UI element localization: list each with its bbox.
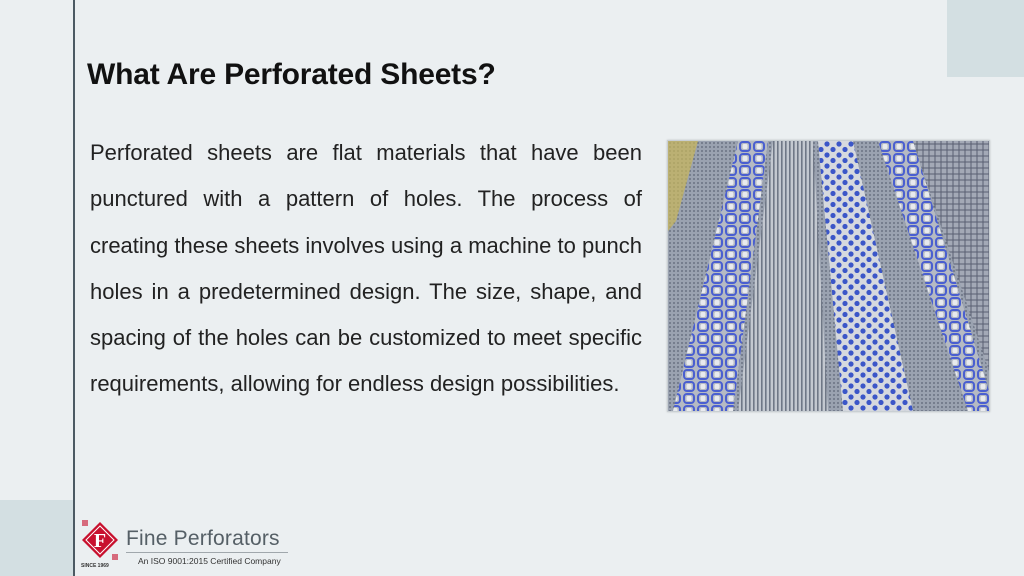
brand-name: Fine Perforators [126, 527, 280, 550]
since-label: SINCE 1969 [81, 563, 109, 569]
slide-title: What Are Perforated Sheets? [87, 58, 496, 91]
corner-decoration-bottom-left [0, 500, 73, 576]
slide-paragraph: Perforated sheets are flat materials that have been punctured with a pattern of holes. The process of creating these sheets involves using a machine to punch holes in a predetermined design. The size, shape, and spacing of the holes can be customized to meet specific requirements, allowing for endless design possibilities. [90, 140, 642, 397]
logo-letter: F [93, 530, 107, 552]
corner-decoration-top-right [947, 0, 1024, 77]
brand-underline [126, 552, 288, 553]
left-divider-line [73, 0, 75, 576]
perforated-sheets-photo [667, 140, 990, 412]
brand-tagline: An ISO 9001:2015 Certified Company [138, 556, 281, 566]
